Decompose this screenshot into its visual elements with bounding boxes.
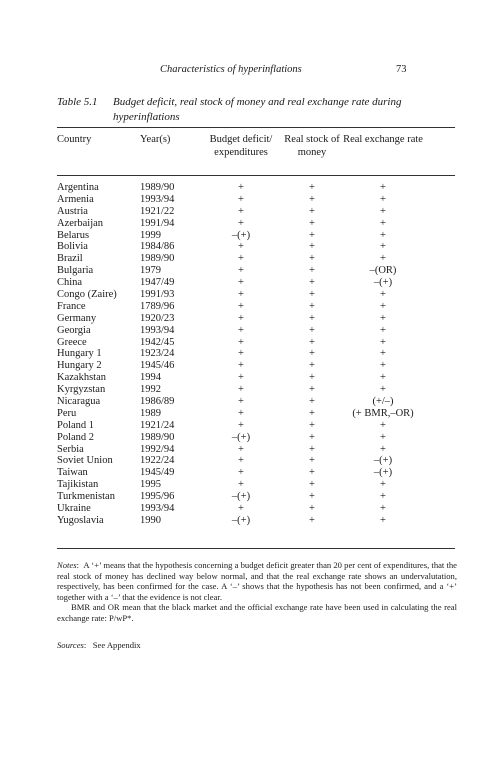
cell-years: 1984/86 — [140, 241, 175, 253]
cell-real-exchange-rate: + — [380, 300, 386, 312]
table-row — [0, 218, 500, 230]
cell-budget-deficit: + — [238, 289, 244, 301]
cell-budget-deficit: + — [238, 407, 244, 419]
cell-country: Taiwan — [57, 467, 88, 479]
cell-real-exchange-rate: (+/–) — [372, 396, 394, 408]
table-notes — [57, 560, 457, 624]
cell-country: France — [57, 300, 86, 312]
cell-real-exchange-rate: + — [380, 479, 386, 491]
sources-label: Sources — [57, 640, 84, 650]
cell-budget-deficit: + — [238, 182, 244, 193]
cell-real-stock-of-money: + — [309, 193, 315, 205]
cell-real-exchange-rate: + — [380, 443, 386, 455]
cell-years: 1945/49 — [140, 467, 175, 479]
cell-years: 1989/90 — [140, 182, 175, 193]
cell-country: Soviet Union — [57, 455, 113, 467]
cell-years: 1991/94 — [140, 217, 175, 229]
cell-budget-deficit: + — [238, 360, 244, 372]
cell-budget-deficit: + — [238, 217, 244, 229]
table-row — [0, 432, 500, 444]
cell-years: 1942/45 — [140, 336, 175, 348]
table-row — [0, 360, 500, 372]
cell-country: Germany — [57, 312, 97, 324]
table-row — [0, 479, 500, 491]
cell-budget-deficit: + — [238, 205, 244, 217]
cell-years: 1992/94 — [140, 443, 175, 455]
cell-country: Kyrgyzstan — [57, 384, 106, 396]
cell-country: Armenia — [57, 193, 94, 205]
cell-real-exchange-rate: –(OR) — [369, 265, 397, 277]
running-head — [0, 64, 500, 78]
cell-real-exchange-rate: + — [380, 514, 386, 526]
cell-real-stock-of-money: + — [309, 300, 315, 312]
header-rule — [57, 175, 455, 176]
cell-country: Nicaragua — [57, 396, 101, 408]
cell-real-stock-of-money: + — [309, 182, 315, 193]
notes-paragraph-1: Notes: A ‘+’ means that the hypothesis concerning a budget deficit greater than 20 per cent of expenditures, that the real stock of money has declined way below normal, and that the real exchange rate shows an undervalutation, respectively, has been confirmed for the case. A ‘–’ shows that the hypothesis has not been confirmed, and a ‘+’ together with a ‘–’ that the evidence is not clear. — [57, 560, 458, 602]
cell-country: Yugoslavia — [57, 514, 104, 526]
table-row — [0, 277, 500, 289]
cell-years: 1989/90 — [140, 253, 175, 265]
cell-years: 1993/94 — [140, 324, 175, 336]
cell-budget-deficit: + — [238, 253, 244, 265]
header-country: Country — [57, 134, 92, 145]
table-row — [0, 206, 500, 218]
cell-years: 1789/96 — [140, 300, 175, 312]
cell-years: 1920/23 — [140, 312, 175, 324]
cell-real-exchange-rate: + — [380, 360, 386, 372]
cell-real-stock-of-money: + — [309, 253, 315, 265]
cell-real-stock-of-money: + — [309, 372, 315, 384]
cell-real-stock-of-money: + — [309, 312, 315, 324]
cell-country: Bulgaria — [57, 265, 94, 277]
cell-real-stock-of-money: + — [309, 277, 315, 289]
table-row — [0, 491, 500, 503]
table-row — [0, 289, 500, 301]
cell-years: 1921/24 — [140, 419, 175, 431]
cell-budget-deficit: + — [238, 348, 244, 360]
notes-label: Notes — [57, 560, 77, 570]
cell-budget-deficit: –(+) — [231, 229, 251, 241]
cell-years: 1994 — [140, 372, 161, 384]
table-row — [0, 455, 500, 467]
cell-years: 1921/22 — [140, 205, 175, 217]
table-row — [0, 194, 500, 206]
cell-budget-deficit: + — [238, 300, 244, 312]
cell-real-stock-of-money: + — [309, 324, 315, 336]
table-row — [0, 241, 500, 253]
cell-country: Azerbaijan — [57, 217, 104, 229]
cell-country: Brazil — [57, 253, 83, 265]
cell-country: Tajikistan — [57, 479, 99, 491]
cell-country: Peru — [57, 407, 77, 419]
table-sources: Sources: See Appendix — [57, 640, 141, 650]
page-number: 73 — [396, 64, 407, 75]
running-title: Characteristics of hyperinflations — [160, 64, 302, 75]
cell-real-exchange-rate: + — [380, 503, 386, 515]
cell-country: Serbia — [57, 443, 84, 455]
table-row — [0, 467, 500, 479]
cell-country: Austria — [57, 205, 88, 217]
cell-real-exchange-rate: + — [380, 205, 386, 217]
cell-real-stock-of-money: + — [309, 205, 315, 217]
cell-country: Congo (Zaire) — [57, 289, 117, 301]
cell-years: 1990 — [140, 514, 161, 526]
cell-real-exchange-rate: + — [380, 312, 386, 324]
cell-real-exchange-rate: + — [380, 193, 386, 205]
cell-real-stock-of-money: + — [309, 503, 315, 515]
cell-years: 1989 — [140, 407, 161, 419]
table-row — [0, 503, 500, 515]
notes-paragraph-2: BMR and OR mean that the black market and the official exchange rate have been used in calculating the real exchange rate: P/wP*. — [57, 602, 457, 623]
table-row — [0, 444, 500, 456]
cell-real-stock-of-money: + — [309, 491, 315, 503]
cell-real-stock-of-money: + — [309, 289, 315, 301]
cell-budget-deficit: + — [238, 455, 244, 467]
table-row — [0, 230, 500, 242]
cell-real-exchange-rate: –(+) — [373, 467, 393, 479]
cell-years: 1995/96 — [140, 491, 175, 503]
cell-real-exchange-rate: –(+) — [373, 455, 393, 467]
cell-real-exchange-rate: + — [380, 217, 386, 229]
table-top-rule — [57, 127, 455, 128]
cell-years: 1999 — [140, 229, 161, 241]
cell-real-exchange-rate: + — [380, 348, 386, 360]
cell-years: 1945/46 — [140, 360, 175, 372]
cell-real-exchange-rate: + — [380, 384, 386, 396]
table-row — [0, 420, 500, 432]
table-row — [0, 182, 500, 194]
cell-real-stock-of-money: + — [309, 455, 315, 467]
table-label: Table 5.1 — [57, 96, 98, 108]
cell-budget-deficit: + — [238, 503, 244, 515]
cell-years: 1979 — [140, 265, 161, 277]
cell-budget-deficit: + — [238, 312, 244, 324]
cell-real-exchange-rate: + — [380, 372, 386, 384]
cell-country: Hungary 2 — [57, 360, 102, 372]
cell-years: 1989/90 — [140, 431, 175, 443]
cell-budget-deficit: + — [238, 193, 244, 205]
table-title: Budget deficit, real stock of money and real exchange rate during hyperinflations — [113, 96, 402, 123]
cell-budget-deficit: + — [238, 443, 244, 455]
cell-years: 1947/49 — [140, 277, 175, 289]
cell-real-exchange-rate: + — [380, 241, 386, 253]
table-row — [0, 408, 500, 420]
table-row — [0, 325, 500, 337]
cell-years: 1993/94 — [140, 193, 175, 205]
cell-country: Kazakhstan — [57, 372, 106, 384]
cell-budget-deficit: + — [238, 324, 244, 336]
cell-years: 1923/24 — [140, 348, 175, 360]
cell-real-stock-of-money: + — [309, 348, 315, 360]
table-body — [0, 182, 500, 527]
cell-country: Argentina — [57, 182, 99, 193]
cell-budget-deficit: –(+) — [231, 431, 251, 443]
cell-real-exchange-rate: + — [380, 289, 386, 301]
cell-country: Turkmenistan — [57, 491, 115, 503]
header-real-stock-of-money: Real stock of money — [284, 134, 340, 158]
cell-budget-deficit: + — [238, 479, 244, 491]
cell-country: Georgia — [57, 324, 91, 336]
table-row — [0, 396, 500, 408]
cell-country: Hungary 1 — [57, 348, 102, 360]
table-row — [0, 265, 500, 277]
cell-budget-deficit: + — [238, 467, 244, 479]
cell-real-exchange-rate: + — [380, 253, 386, 265]
table-row — [0, 301, 500, 313]
header-budget-deficit: Budget deficit/ expenditures — [209, 134, 273, 158]
cell-real-stock-of-money: + — [309, 229, 315, 241]
cell-real-exchange-rate: + — [380, 229, 386, 241]
cell-years: 1993/94 — [140, 503, 175, 515]
cell-country: Ukraine — [57, 503, 91, 515]
cell-real-exchange-rate: + — [380, 491, 386, 503]
table-row — [0, 253, 500, 265]
cell-real-exchange-rate: + — [380, 419, 386, 431]
table-row — [0, 515, 500, 527]
table-row — [0, 372, 500, 384]
cell-years: 1922/24 — [140, 455, 175, 467]
table-row — [0, 313, 500, 325]
cell-real-stock-of-money: + — [309, 241, 315, 253]
cell-real-stock-of-money: + — [309, 360, 315, 372]
cell-budget-deficit: + — [238, 396, 244, 408]
header-real-exchange-rate: Real exchange rate — [343, 134, 423, 145]
cell-country: Poland 2 — [57, 431, 95, 443]
cell-real-exchange-rate: + — [380, 182, 386, 193]
cell-real-stock-of-money: + — [309, 419, 315, 431]
cell-budget-deficit: + — [238, 265, 244, 277]
cell-real-exchange-rate: + — [380, 431, 386, 443]
cell-years: 1992 — [140, 384, 161, 396]
cell-country: Bolivia — [57, 241, 88, 253]
cell-real-stock-of-money: + — [309, 467, 315, 479]
cell-real-stock-of-money: + — [309, 407, 315, 419]
cell-real-exchange-rate: + — [380, 324, 386, 336]
cell-real-exchange-rate: –(+) — [373, 277, 393, 289]
cell-budget-deficit: + — [238, 419, 244, 431]
cell-budget-deficit: + — [238, 336, 244, 348]
cell-real-stock-of-money: + — [309, 265, 315, 277]
table-row — [0, 337, 500, 349]
cell-real-stock-of-money: + — [309, 384, 315, 396]
cell-years: 1995 — [140, 479, 161, 491]
cell-real-stock-of-money: + — [309, 443, 315, 455]
cell-years: 1986/89 — [140, 396, 175, 408]
header-years: Year(s) — [140, 134, 171, 145]
cell-real-stock-of-money: + — [309, 514, 315, 526]
cell-real-exchange-rate: + — [380, 336, 386, 348]
cell-budget-deficit: + — [238, 384, 244, 396]
table-row — [0, 348, 500, 360]
cell-real-stock-of-money: + — [309, 336, 315, 348]
cell-years: 1991/93 — [140, 289, 175, 301]
cell-budget-deficit: –(+) — [231, 514, 251, 526]
table-bottom-rule — [57, 548, 455, 549]
cell-real-exchange-rate: (+ BMR,–OR) — [352, 407, 414, 419]
cell-country: Belarus — [57, 229, 90, 241]
cell-budget-deficit: –(+) — [231, 491, 251, 503]
cell-country: Poland 1 — [57, 419, 95, 431]
table-row — [0, 384, 500, 396]
cell-real-stock-of-money: + — [309, 479, 315, 491]
cell-real-stock-of-money: + — [309, 396, 315, 408]
cell-real-stock-of-money: + — [309, 217, 315, 229]
cell-budget-deficit: + — [238, 372, 244, 384]
cell-budget-deficit: + — [238, 241, 244, 253]
cell-real-stock-of-money: + — [309, 431, 315, 443]
sources-text: See Appendix — [92, 640, 141, 650]
cell-country: Greece — [57, 336, 87, 348]
notes-text-1: A ‘+’ means that the hypothesis concerning a budget deficit greater than 20 per cent of expenditures, that the real stock of money has declined way below normal, and that the real exchange rate shows an undervalutation, respectively, has been confirmed for the case. A ‘–’ shows that the hypothesis has not been confirmed, and a ‘+’ together with a ‘–’ that the evidence is not clear. — [57, 560, 458, 602]
cell-country: China — [57, 277, 83, 289]
cell-budget-deficit: + — [238, 277, 244, 289]
